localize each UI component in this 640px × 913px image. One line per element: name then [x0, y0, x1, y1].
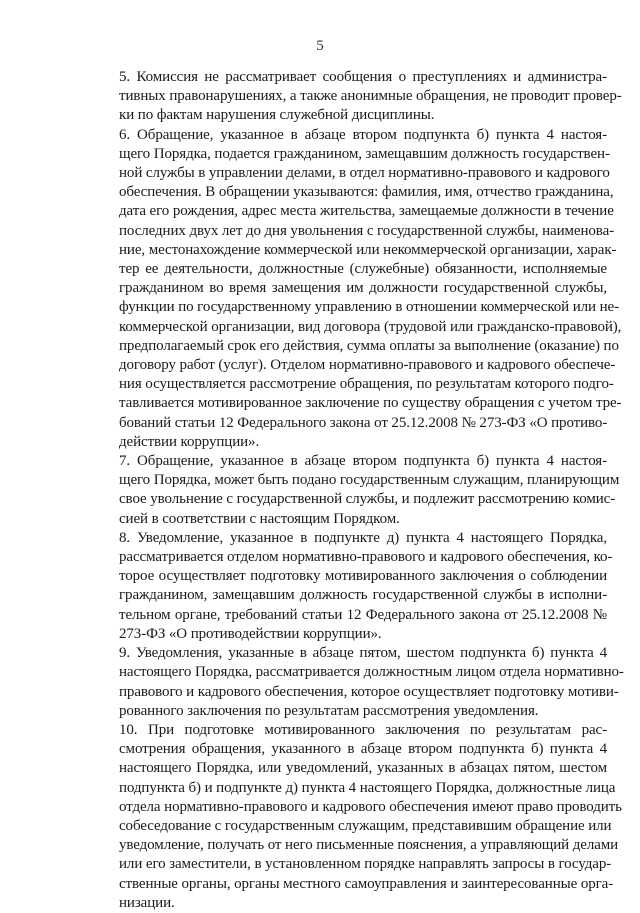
text-line: ки по фактам нарушения служебной дисциплины. — [119, 107, 435, 124]
text-line: или его заместители, в установленном порядке направлять запросы в государ- — [119, 856, 612, 873]
text-line: гражданином во время замещения им должности государственной службы, — [119, 280, 607, 297]
paragraph-p5 — [119, 68, 622, 126]
page-number: 5 — [316, 38, 324, 54]
text-line: рованного заключения по результатам рассмотрения уведомления. — [119, 702, 539, 719]
text-line: уведомление, получать от него письменные пояснения, а управляющий делами — [119, 837, 619, 854]
text-line: 9. Уведомления, указанные в абзаце пятом, шестом подпункта б) пункта 4 — [119, 645, 607, 662]
text-line: настоящего Порядка, или уведомлений, указанных в абзацах пятом, шестом — [119, 760, 607, 777]
text-line: 6. Обращение, указанное в абзаце втором подпункта б) пункта 4 настоя- — [119, 126, 607, 143]
text-line: подпункта б) и подпункте д) пункта 4 настоящего Порядка, должностные лица — [119, 779, 616, 796]
text-line: ной службы в управлении делами, в отдел нормативно-правового и кадрового — [119, 165, 610, 182]
paragraph-p10 — [119, 721, 622, 913]
text-line: правового и кадрового обеспечения, которое осуществляет подготовку мотиви- — [119, 683, 619, 700]
text-line: настоящего Порядка, рассматривается должностным лицом отдела нормативно- — [119, 664, 624, 681]
text-line: 7. Обращение, указанное в абзаце втором подпункта б) пункта 4 настоя- — [119, 453, 607, 470]
text-line: договору работ (услуг). Отделом нормативно-правового и кадрового обеспече- — [119, 357, 616, 374]
text-line: дата его рождения, адрес места жительства, замещаемые должности в течение — [119, 203, 614, 220]
paragraph-p7 — [119, 452, 620, 529]
text-line: ственные органы, органы местного самоуправления и заинтересованные орга- — [119, 875, 614, 892]
text-line: тавливается мотивированное заключение по существу обращения с учетом тре- — [119, 395, 622, 412]
text-line: обеспечения. В обращении указываются: фамилия, имя, отчество гражданина, — [119, 184, 614, 201]
text-line: торое осуществляет подготовку мотивированного заключения о соблюдении — [119, 568, 607, 585]
text-line: коммерческой организации, вид договора (трудовой или гражданско-правовой), — [119, 318, 622, 335]
text-line: тельном органе, требований статьи 12 Федерального закона от 25.12.2008 № — [119, 606, 607, 623]
text-line: рассматривается отделом нормативно-правового и кадрового обеспечения, ко- — [119, 549, 613, 566]
text-line: щего Порядка, может быть подано государственным служащим, планирующим — [119, 472, 620, 489]
text-line: тер ее деятельности, должностные (служебные) обязанности, исполняемые — [119, 261, 607, 278]
document-body — [119, 68, 624, 913]
text-line: 273-ФЗ «О противодействии коррупции». — [119, 625, 382, 642]
text-line: низации. — [119, 894, 175, 911]
text-line: 8. Уведомление, указанное в подпункте д) пункта 4 настоящего Порядка, — [119, 529, 607, 546]
paragraph-p6 — [119, 126, 622, 452]
text-line: бований статьи 12 Федерального закона от 25.12.2008 № 273-ФЗ «О противо- — [119, 414, 608, 431]
text-line: действии коррупции». — [119, 433, 260, 450]
text-line: ния осуществляется рассмотрение обращения, по результатам которого подго- — [119, 376, 614, 393]
text-line: смотрения обращения, указанного в абзаце втором подпункта б) пункта 4 — [119, 741, 607, 758]
text-line: функции по государственному управлению в отношении коммерческой или не- — [119, 299, 620, 316]
text-line: предполагаемый срок его действия, сумма оплаты за выполнение (оказание) по — [119, 337, 619, 354]
text-line: щего Порядка, подается гражданином, замещавшим должность государствен- — [119, 145, 610, 162]
text-line: сией в соответствии с настоящим Порядком. — [119, 510, 400, 527]
text-line: ние, местонахождение коммерческой или некоммерческой организации, харак- — [119, 241, 617, 258]
text-line: 10. При подготовке мотивированного заключения по результатам рас- — [119, 721, 607, 738]
text-line: собеседование с государственным служащим, представившим обращение или — [119, 817, 612, 834]
text-line: свое увольнение с государственной службы, и подлежит рассмотрению комис- — [119, 491, 616, 508]
text-line: гражданином, замещавшим должность государственной службы в исполни- — [119, 587, 607, 604]
text-line: последних двух лет до дня увольнения с государственной службы, наименова- — [119, 222, 615, 239]
paragraph-p8 — [119, 529, 613, 644]
text-line: отдела нормативно-правового и кадрового обеспечения имеют право проводить — [119, 798, 622, 815]
paragraph-p9 — [119, 644, 624, 721]
paragraph-list — [119, 68, 624, 913]
text-line: 5. Комиссия не рассматривает сообщения о преступлениях и администра- — [119, 69, 607, 85]
text-line: тивных правонарушениях, а также анонимные обращения, не проводит провер- — [119, 88, 622, 105]
